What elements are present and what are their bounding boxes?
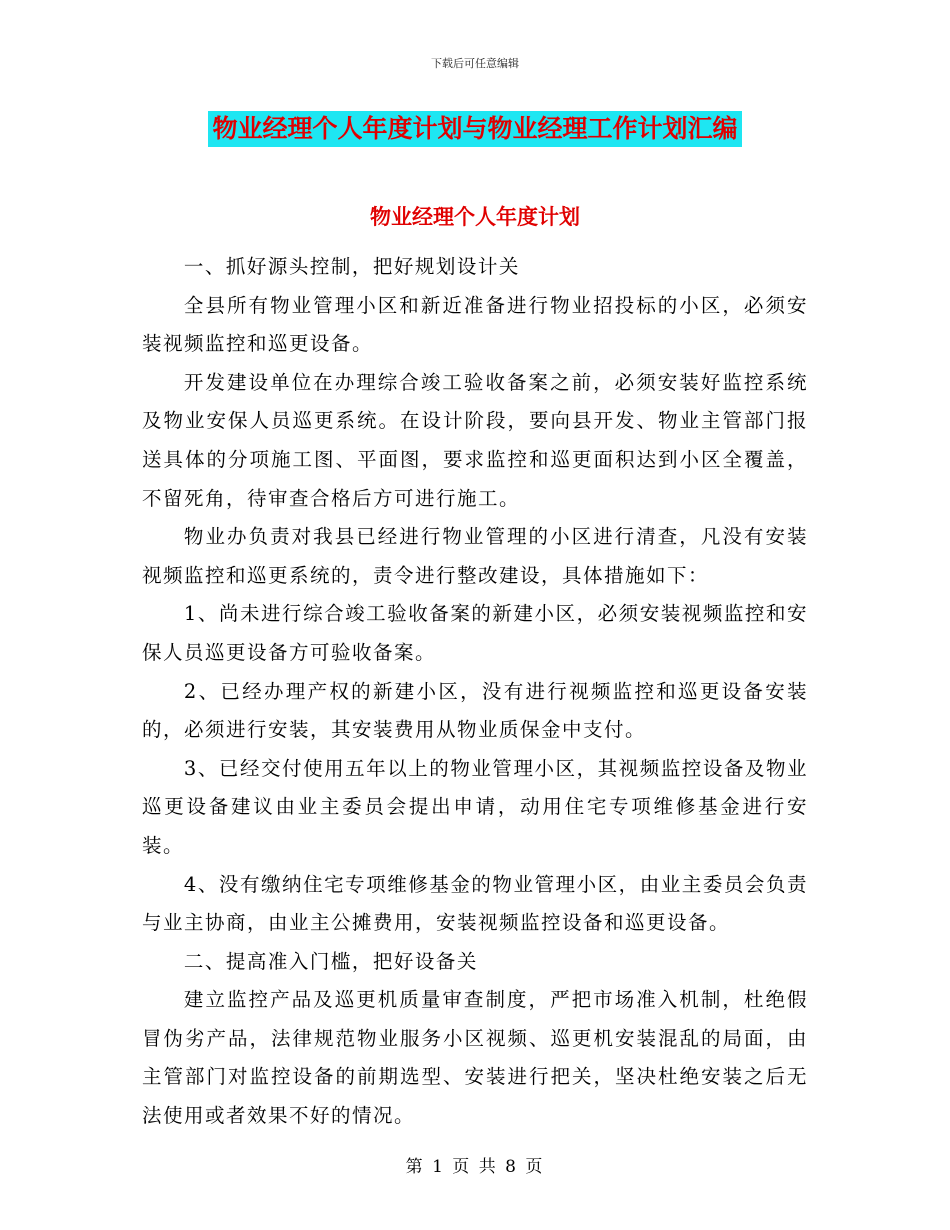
paragraph: 物业办负责对我县已经进行物业管理的小区进行清查，凡没有安装视频监控和巡更系统的，责令进行整改建设，具体措施如下： [142,525,808,587]
list-item: 2、已经办理产权的新建小区，没有进行视频监控和巡更设备安装的，必须进行安装，其安装费用从物业质保金中支付。 [142,679,808,742]
list-item: 1、尚未进行综合竣工验收备案的新建小区，必须安装视频监控和安保人员巡更设备方可验收备案。 [142,602,808,664]
paragraph: 开发建设单位在办理综合竣工验收备案之前，必须安装好监控系统及物业安保人员巡更系统。在设计阶段，要向县开发、物业主管部门报送具体的分项施工图、平面图，要求监控和巡更面积达到小区全覆盖，不留死角，待审查合格后方可进行施工。 [142,370,808,510]
section-title: 物业经理个人年度计划 [370,204,580,229]
page-header-note: 下载后可任意编辑 [431,57,519,70]
paragraph: 全县所有物业管理小区和新近准备进行物业招投标的小区，必须安装视频监控和巡更设备。 [142,293,808,356]
paragraph: 建立监控产品及巡更机质量审查制度，严把市场准入机制，杜绝假冒伪劣产品，法律规范物业服务小区视频、巡更机安装混乱的局面，由主管部门对监控设备的前期选型、安装进行把关，坚决杜绝安装之后无法使用或者效果不好的情况。 [142,988,808,1128]
page-number: 第 1 页 共 8 页 [405,1157,545,1177]
document-title-container [0,111,950,147]
paragraph-heading-1: 一、抓好源头控制，把好规划设计关 [183,255,520,278]
document-title: 物业经理个人年度计划与物业经理工作计划汇编 [208,111,741,147]
document-body [142,248,808,1136]
paragraph-heading-2: 二、提高准入门槛，把好设备关 [183,949,478,973]
list-item: 4、没有缴纳住宅专项维修基金的物业管理小区，由业主委员会负责与业主协商，由业主公摊费用，安装视频监控设备和巡更设备。 [142,872,808,935]
list-item: 3、已经交付使用五年以上的物业管理小区，其视频监控设备及物业巡更设备建议由业主委员会提出申请，动用住宅专项维修基金进行安装。 [142,756,808,857]
